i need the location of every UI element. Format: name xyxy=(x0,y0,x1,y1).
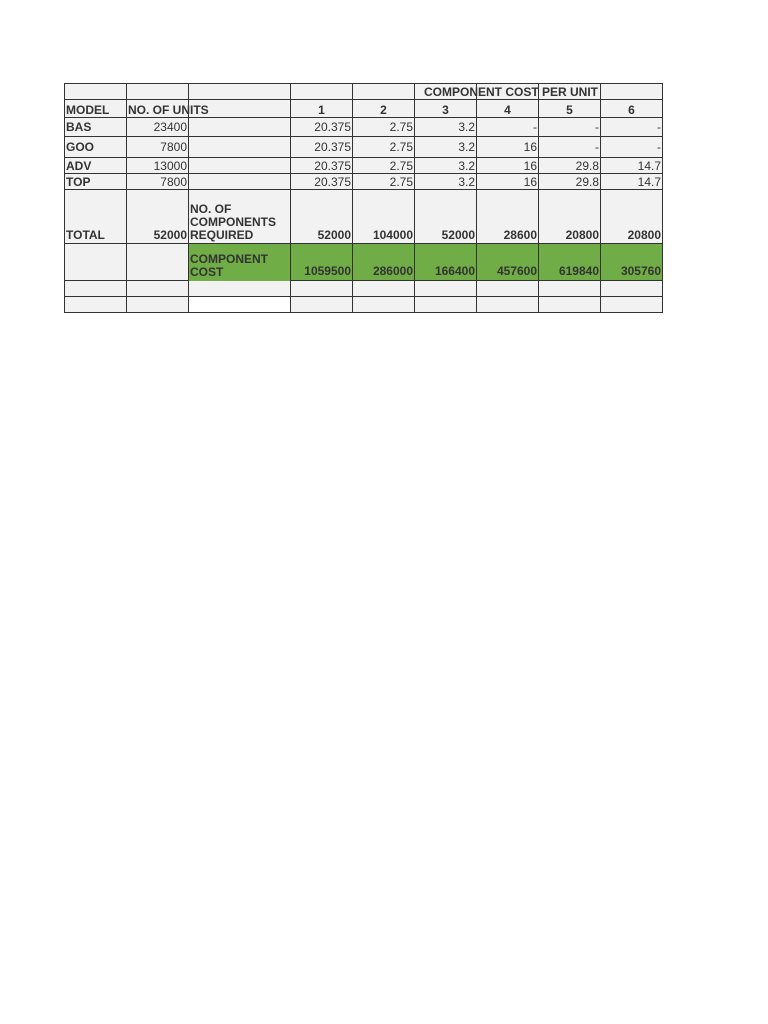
cell[interactable] xyxy=(65,297,127,313)
cell[interactable] xyxy=(415,297,477,313)
cell[interactable] xyxy=(189,281,291,297)
cost-cell[interactable]: 2.75 xyxy=(353,118,415,137)
cost-cell[interactable]: - xyxy=(539,137,601,158)
component-cost-value[interactable]: 286000 xyxy=(353,244,415,281)
cost-cell[interactable]: 20.375 xyxy=(291,174,353,190)
cost-cell[interactable]: 2.75 xyxy=(353,158,415,174)
col-header-5[interactable]: 5 xyxy=(539,100,601,118)
table-row xyxy=(65,118,663,137)
spreadsheet-table xyxy=(64,83,663,313)
total-value[interactable]: 104000 xyxy=(353,190,415,244)
cell[interactable] xyxy=(65,281,127,297)
component-cost-value[interactable]: 166400 xyxy=(415,244,477,281)
total-value[interactable]: 28600 xyxy=(477,190,539,244)
cell[interactable] xyxy=(601,281,663,297)
cell[interactable] xyxy=(601,84,663,100)
cost-cell[interactable]: 2.75 xyxy=(353,137,415,158)
cell[interactable] xyxy=(415,84,599,100)
cost-cell[interactable]: 16 xyxy=(477,174,539,190)
table-row xyxy=(65,174,663,190)
table-row xyxy=(65,137,663,158)
cell[interactable] xyxy=(291,84,353,100)
cost-cell[interactable]: 20.375 xyxy=(291,158,353,174)
cell[interactable] xyxy=(601,297,663,313)
units-header: NO. OF UNITS xyxy=(128,103,209,117)
cell[interactable] xyxy=(189,118,291,137)
units-header-cell[interactable] xyxy=(127,100,209,118)
cell[interactable] xyxy=(65,244,127,281)
cell[interactable] xyxy=(353,297,415,313)
cost-cell[interactable]: 29.8 xyxy=(539,174,601,190)
cell[interactable] xyxy=(65,84,127,100)
cost-cell[interactable]: 3.2 xyxy=(415,118,477,137)
cost-cell[interactable]: 3.2 xyxy=(415,137,477,158)
cell[interactable] xyxy=(127,281,189,297)
total-label[interactable]: TOTAL xyxy=(65,190,127,244)
total-units[interactable]: 52000 xyxy=(127,190,189,244)
total-value[interactable]: 20800 xyxy=(539,190,601,244)
col-header-3[interactable]: 3 xyxy=(415,100,477,118)
cost-cell[interactable]: 20.375 xyxy=(291,137,353,158)
cell[interactable] xyxy=(353,281,415,297)
component-cost-per-unit-banner: COMPONENT COST PER UNIT xyxy=(424,85,599,99)
cost-cell[interactable]: 3.2 xyxy=(415,174,477,190)
cell[interactable] xyxy=(127,297,189,313)
model-header[interactable]: MODEL xyxy=(65,100,127,118)
cell[interactable] xyxy=(353,84,415,100)
banner-row xyxy=(65,84,663,100)
model-cell[interactable]: BAS xyxy=(65,118,127,137)
cell[interactable] xyxy=(415,281,477,297)
cell[interactable] xyxy=(291,281,353,297)
cost-cell[interactable]: 20.375 xyxy=(291,118,353,137)
cost-cell[interactable]: 29.8 xyxy=(539,158,601,174)
cost-cell[interactable]: 14.7 xyxy=(601,158,663,174)
col-header-4[interactable]: 4 xyxy=(477,100,539,118)
header-row xyxy=(65,100,663,118)
cell[interactable] xyxy=(189,158,291,174)
cost-cell[interactable]: 14.7 xyxy=(601,174,663,190)
table-row xyxy=(65,158,663,174)
col-header-6[interactable]: 6 xyxy=(601,100,663,118)
cost-cell[interactable]: 16 xyxy=(477,158,539,174)
component-cost-value[interactable]: 457600 xyxy=(477,244,539,281)
total-value[interactable]: 20800 xyxy=(601,190,663,244)
total-value[interactable]: 52000 xyxy=(415,190,477,244)
model-cell[interactable]: TOP xyxy=(65,174,127,190)
cost-cell[interactable]: - xyxy=(539,118,601,137)
cell[interactable] xyxy=(539,297,601,313)
component-cost-label[interactable]: COMPONENT COST xyxy=(189,244,291,281)
component-cost-value[interactable]: 1059500 xyxy=(291,244,353,281)
cell[interactable] xyxy=(189,174,291,190)
model-cell[interactable]: GOO xyxy=(65,137,127,158)
cell[interactable] xyxy=(127,244,189,281)
blank-row xyxy=(65,281,663,297)
cost-cell[interactable]: - xyxy=(601,137,663,158)
component-cost-value[interactable]: 619840 xyxy=(539,244,601,281)
model-cell[interactable]: ADV xyxy=(65,158,127,174)
units-cell[interactable]: 7800 xyxy=(127,174,189,190)
units-cell[interactable]: 13000 xyxy=(127,158,189,174)
col-header-1[interactable]: 1 xyxy=(291,100,353,118)
cell[interactable] xyxy=(189,137,291,158)
cell[interactable] xyxy=(477,281,539,297)
units-cell[interactable]: 23400 xyxy=(127,118,189,137)
components-required-label[interactable]: NO. OF COMPONENTS REQUIRED xyxy=(189,190,291,244)
cell[interactable] xyxy=(477,297,539,313)
total-row xyxy=(65,190,663,244)
component-cost-value[interactable]: 305760 xyxy=(601,244,663,281)
blank-row xyxy=(65,297,663,313)
cost-cell[interactable]: 16 xyxy=(477,137,539,158)
total-value[interactable]: 52000 xyxy=(291,190,353,244)
cell[interactable] xyxy=(291,297,353,313)
cell[interactable] xyxy=(189,84,291,100)
cell[interactable] xyxy=(539,281,601,297)
cost-cell[interactable]: - xyxy=(477,118,539,137)
cost-cell[interactable]: 3.2 xyxy=(415,158,477,174)
units-cell[interactable]: 7800 xyxy=(127,137,189,158)
component-cost-row xyxy=(65,244,663,281)
cost-cell[interactable]: 2.75 xyxy=(353,174,415,190)
cost-cell[interactable]: - xyxy=(601,118,663,137)
col-header-2[interactable]: 2 xyxy=(353,100,415,118)
cell[interactable] xyxy=(189,297,291,313)
cell[interactable] xyxy=(127,84,189,100)
